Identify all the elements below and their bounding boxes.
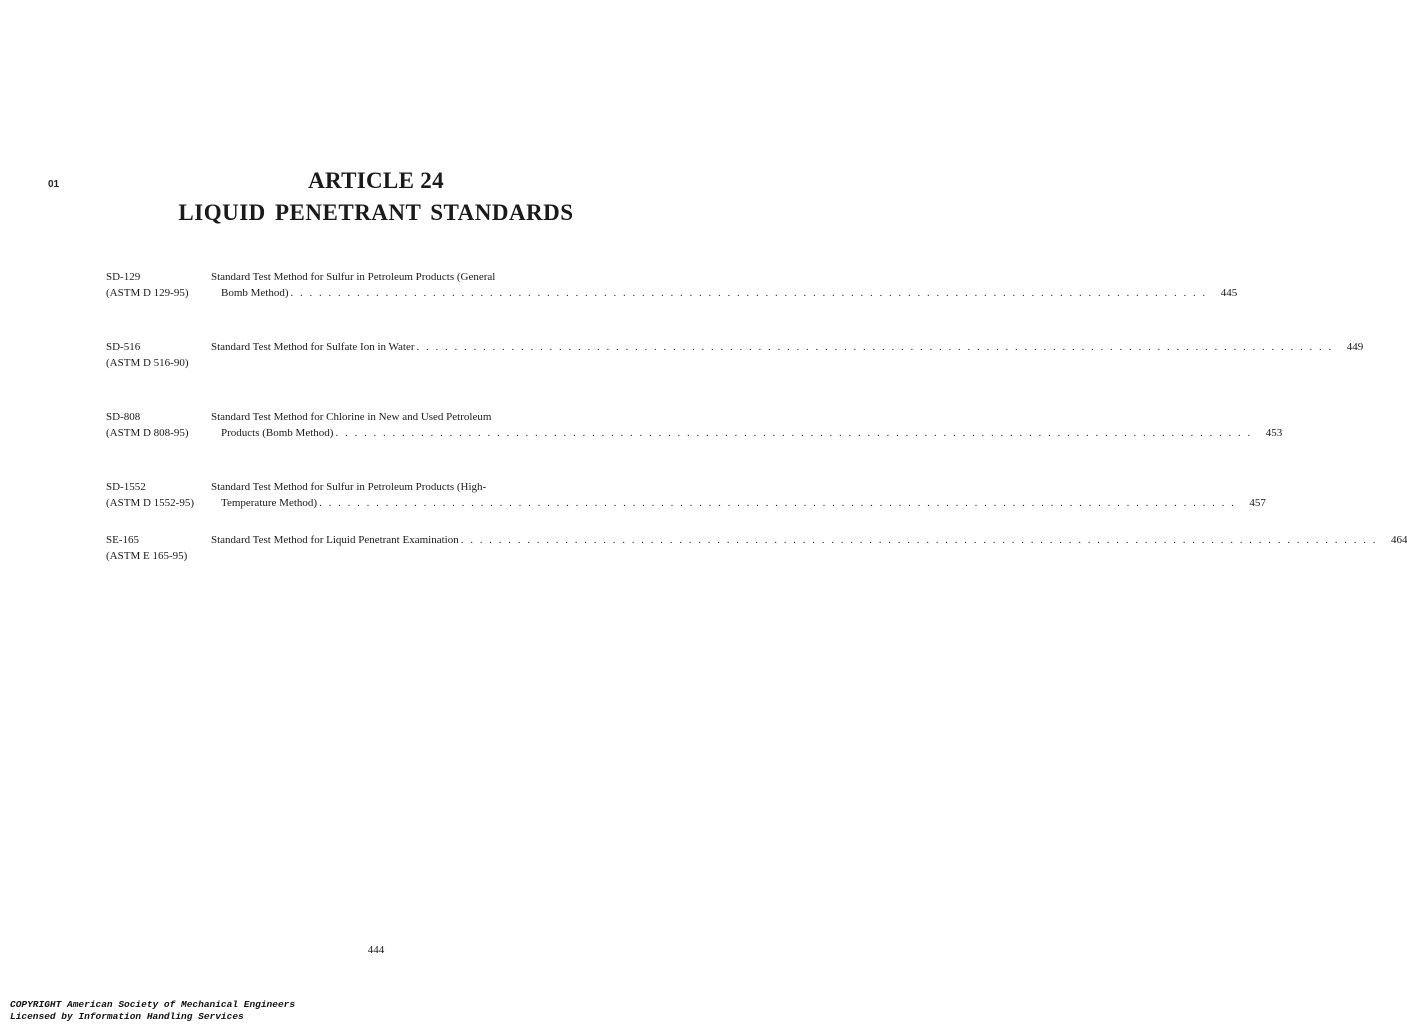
article-title: ARTICLE 24 [308,168,444,193]
astm-designation: (ASTM D 129-95) [106,287,189,299]
description-text: Standard Test Method for Liquid Penetrant Examination [211,534,459,546]
article-subtitle: LIQUID PENETRANT STANDARDS [178,200,574,225]
toc-description-line-leader [211,339,1364,355]
astm-designation: (ASTM D 1552-95) [106,497,194,509]
description-text: Standard Test Method for Chlorine in New and Used Petroleum [211,411,492,423]
toc-description [211,479,1266,511]
toc-description-line [211,479,646,495]
page-reference: 445 [1220,287,1238,299]
toc-code-block [106,479,210,511]
toc-description [211,339,1364,355]
description-text: Bomb Method) [221,287,289,299]
toc-description-line-leader [211,285,1238,301]
toc-description [211,532,1407,548]
standard-code: SD-1552 [106,481,146,493]
astm-designation: (ASTM D 808-95) [106,427,189,439]
toc-entry-sd-516[interactable] [106,339,1364,373]
toc-description [211,409,1283,441]
toc-description-line-leader [211,425,1283,441]
toc-description-line-leader [211,532,1407,548]
dot-leader: . . . . . . . . . . . . . . . . . . . . . . . . . . . . . . . . . . . . . . . . . . . . . . . . . . . . . . . . . . . . . . . . . . . . . . . . . . . . . . . . . . . . . . . . . . . . . . . . . [290,287,1208,299]
toc-description [211,269,1238,301]
description-text: Standard Test Method for Sulfate Ion in Water [211,341,415,353]
standard-code: SD-808 [106,411,141,423]
dot-leader: . . . . . . . . . . . . . . . . . . . . . . . . . . . . . . . . . . . . . . . . . . . . . . . . . . . . . . . . . . . . . . . . . . . . . . . . . . . . . . . . . . . . . . . . . . . . . . . . . [460,534,1378,546]
page-reference: 449 [1346,341,1364,353]
license-line: Licensed by Information Handling Services [10,1011,244,1022]
dot-leader: . . . . . . . . . . . . . . . . . . . . . . . . . . . . . . . . . . . . . . . . . . . . . . . . . . . . . . . . . . . . . . . . . . . . . . . . . . . . . . . . . . . . . . . . . . . . . . . . . [319,497,1236,509]
toc-code-block [106,532,210,564]
page-reference: 453 [1265,427,1283,439]
dot-leader: . . . . . . . . . . . . . . . . . . . . . . . . . . . . . . . . . . . . . . . . . . . . . . . . . . . . . . . . . . . . . . . . . . . . . . . . . . . . . . . . . . . . . . . . . . . . . . . . . [335,427,1253,439]
copyright-line: COPYRIGHT American Society of Mechanical Engineers [10,999,296,1010]
standard-code: SD-516 [106,341,141,353]
toc-code-block [106,269,210,301]
description-text: Temperature Method) [221,497,318,509]
toc-entry-sd-808[interactable] [106,409,1283,443]
page-reference: 457 [1249,497,1266,509]
toc-entry-sd-129[interactable] [106,269,1238,303]
description-text: Products (Bomb Method) [221,427,334,439]
toc-entry-se-165[interactable] [106,532,1407,566]
toc-description-line [211,409,646,425]
astm-designation: (ASTM D 516-90) [106,357,189,369]
dot-leader: . . . . . . . . . . . . . . . . . . . . . . . . . . . . . . . . . . . . . . . . . . . . . . . . . . . . . . . . . . . . . . . . . . . . . . . . . . . . . . . . . . . . . . . . . . . . . . . . . [416,341,1334,353]
page-reference: 464 [1390,534,1407,546]
toc-code-block [106,409,210,441]
revision-mark: 01 [48,179,60,190]
toc-code-block [106,339,210,371]
standard-code: SE-165 [106,534,139,546]
toc-description-line [211,269,646,285]
page-number: 444 [367,944,385,956]
standard-code: SD-129 [106,271,141,283]
toc-description-line-leader [211,495,1266,511]
toc-entry-sd-1552[interactable] [106,479,1266,513]
copyright-footer [10,999,295,1023]
description-text: Standard Test Method for Sulfur in Petroleum Products (General [211,271,496,283]
description-text: Standard Test Method for Sulfur in Petroleum Products (High- [211,481,487,493]
astm-designation: (ASTM E 165-95) [106,550,188,562]
